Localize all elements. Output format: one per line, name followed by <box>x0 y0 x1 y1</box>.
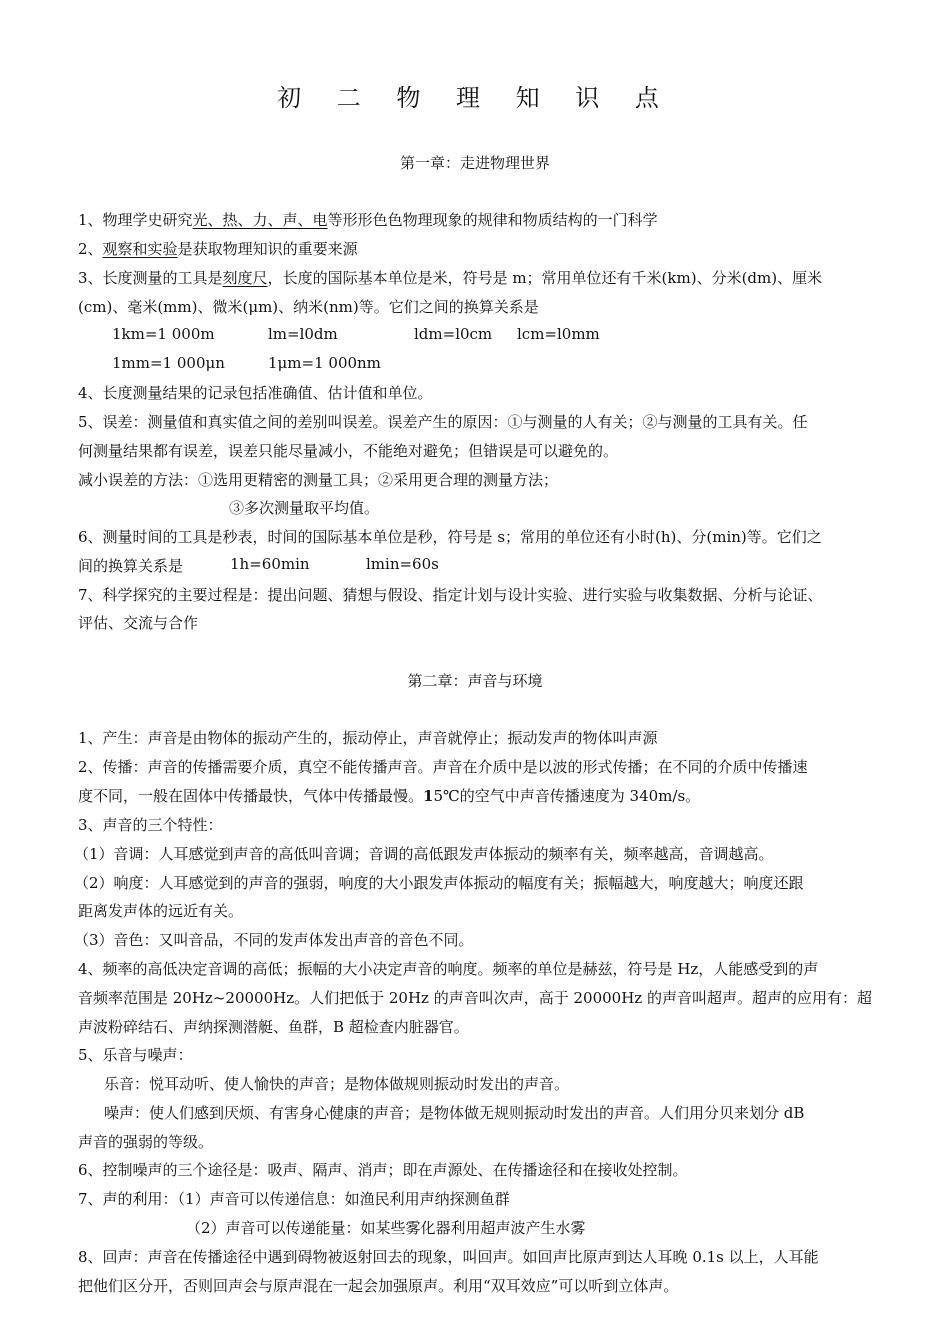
conversion-minute: lmin=60s <box>366 555 439 573</box>
ch1-item-1-text-end: 等形形色色物理现象的规律和物质结构的一门科学 <box>327 211 658 229</box>
conversion-hour: 1h=60min <box>230 555 310 573</box>
ch2-item-4-cont: 音频率范围是 20Hz~20000Hz。人们把低于 20Hz 的声音叫次声，高于 20000Hz 的声音叫超声。超声的应用有：超 <box>78 989 872 1007</box>
ch1-item-5: 5、误差：测量值和真实值之间的差别叫误差。误差产生的原因：①与测量的人有关；②与测量的工具有关。任 <box>78 413 808 431</box>
ch1-item-6-cont: 间的换算关系是 <box>78 557 184 575</box>
ch1-item-3-text-end: ，长度的国际基本单位是米，符号是 m；常用单位还有千米(km)、分米(dm)、厘米 <box>267 269 823 287</box>
ch1-item-2-underlined: 观察和实验 <box>102 240 178 258</box>
ch2-item-2-bold-digit: 1 <box>423 787 434 805</box>
chapter-2-heading: 第二章：声音与环境 <box>407 672 543 690</box>
ch2-item-2-speed: 5℃的空气中声音传播速度为 340m/s。 <box>433 787 701 805</box>
ch1-item-7: 7、科学探究的主要过程是：提出问题、猜想与假设、指定计划与设计实验、进行实验与收集数据、分析与论证、 <box>78 586 823 604</box>
conversion-mm: 1mm=1 000μn <box>112 354 225 372</box>
ch2-loudness: （2）响度：人耳感觉到的声音的强弱，响度的大小跟发声体振动的幅度有关；振幅越大，响度越大；响度还跟 <box>74 874 804 892</box>
chapter-1-heading: 第一章：走进物理世界 <box>399 154 550 172</box>
ch1-item-2 <box>78 238 358 259</box>
ch2-item-2: 2、传播：声音的传播需要介质，真空不能传播声音。声音在介质中是以波的形式传播；在不同的介质中传播速 <box>78 758 808 776</box>
ch2-item-8: 8、回声：声音在传播途径中遇到碍物被返射回去的现象，叫回声。如回声比原声到达人耳晚 0.1s 以上，人耳能 <box>78 1248 819 1266</box>
ch2-pitch: （1）音调：人耳感觉到声音的高低叫音调；音调的高低跟发声体振动的频率有关，频率越高，音调越高。 <box>74 845 774 863</box>
reduce-error-methods: 减小误差的方法：①选用更精密的测量工具；②采用更合理的测量方法； <box>78 471 559 489</box>
ch1-item-3 <box>78 267 822 288</box>
ch2-item-2-cont-text: 度不同，一般在固体中传播最快，气体中传播最慢。 <box>78 787 424 805</box>
ch2-loudness-cont: 距离发声体的远近有关。 <box>78 902 244 920</box>
ch2-item-7: 7、声的利用：（1）声音可以传递信息：如渔民利用声纳探测鱼群 <box>78 1190 510 1208</box>
ch2-noise: 噪声：使人们感到厌烦、有害身心健康的声音；是物体做无规则振动时发出的声音。人们用分贝来划分 dB <box>104 1104 805 1122</box>
ch2-item-6: 6、控制噪声的三个途径是：吸声、隔声、消声；即在声源处、在传播途径和在接收处控制。 <box>78 1161 688 1179</box>
ch1-item-3-text: 3、长度测量的工具是 <box>78 269 223 287</box>
conversion-dm: ldm=l0cm <box>414 325 493 343</box>
ch1-item-2-text: 是获取物理知识的重要来源 <box>177 240 358 258</box>
conversion-km: 1km=1 000m <box>112 325 215 343</box>
ch2-noise-cont: 声音的强弱的等级。 <box>78 1133 214 1151</box>
ch2-timbre: （3）音色：又叫音品，不同的发声体发出声音的音色不同。 <box>74 931 474 949</box>
ch2-item-4-cont-2: 声波粉碎结石、声纳探测潜艇、鱼群，B 超检查内脏器官。 <box>78 1018 469 1036</box>
ch2-item-7-sub-2: （2）声音可以传递能量：如某些雾化器利用超声波产生水雾 <box>186 1219 586 1237</box>
ch2-item-5: 5、乐音与噪声： <box>78 1046 193 1064</box>
ch1-item-3-underlined: 刻度尺 <box>222 269 268 287</box>
ch1-item-1 <box>78 209 658 230</box>
ch1-item-2-number: 2、 <box>78 240 103 258</box>
ch2-item-2-cont <box>78 785 700 806</box>
ch1-item-7-cont: 评估、交流与合作 <box>78 614 199 632</box>
conversion-cm: lcm=l0mm <box>517 325 600 343</box>
ch1-item-5-cont: 何测量结果都有误差，误差只能尽量减小，不能绝对避免；但错误是可以避免的。 <box>78 442 619 460</box>
ch2-item-1: 1、产生：声音是由物体的振动产生的，振动停止，声音就停止；振动发声的物体叫声源 <box>78 729 658 747</box>
reduce-error-method-3: ③多次测量取平均值。 <box>229 499 380 517</box>
ch1-item-3-cont: (cm)、毫米(mm)、微米(μm)、纳米(nm)等。它们之间的换算关系是 <box>78 298 539 316</box>
conversion-um: 1μm=1 000nm <box>268 354 381 372</box>
conversion-m: lm=l0dm <box>268 325 338 343</box>
ch2-item-3: 3、声音的三个特性： <box>78 816 223 834</box>
ch1-item-1-underlined: 光、热、力、声、电 <box>192 211 328 229</box>
ch1-item-6: 6、测量时间的工具是秒表，时间的国际基本单位是秒，符号是 s；常用的单位还有小时(h)、分(min)等。它们之 <box>78 528 822 546</box>
ch1-item-4: 4、长度测量结果的记录包括准确值、估计值和单位。 <box>78 384 433 402</box>
ch2-music: 乐音：悦耳动听、使人愉快的声音；是物体做规则振动时发出的声音。 <box>104 1075 570 1093</box>
ch2-item-8-cont: 把他们区分开，否则回声会与原声混在一起会加强原声。利用“双耳效应”可以听到立体声。 <box>78 1277 679 1295</box>
ch2-item-4: 4、频率的高低决定音调的高低；振幅的大小决定声音的响度。频率的单位是赫兹，符号是 Hz，人能感受到的声 <box>78 960 819 978</box>
page-title: 初 二 物 理 知 识 点 <box>277 84 673 112</box>
ch1-item-1-text: 1、物理学史研究 <box>78 211 193 229</box>
